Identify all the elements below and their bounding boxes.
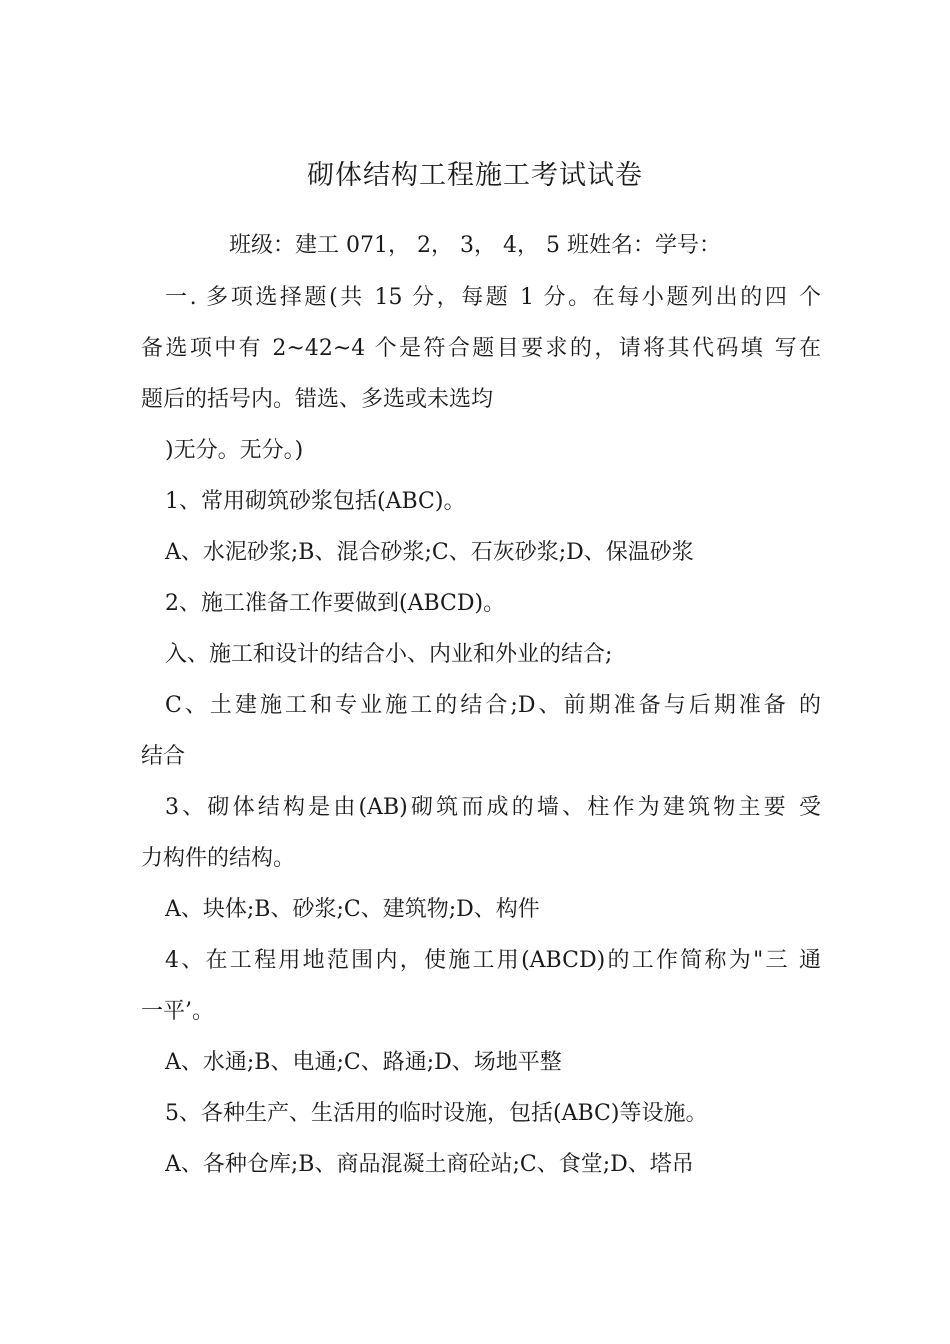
text-line: 结合 <box>141 744 186 769</box>
text-line: 2、施工准备工作要做到(ABCD)。 <box>165 591 506 616</box>
text-line: 一. 多项选择题(共 15 分，每题 1 分。在每小题列出的四 个 <box>165 285 821 310</box>
text-line: 3、砌体结构是由(AB)砌筑而成的墙、柱作为建筑物主要 受 <box>165 795 821 820</box>
exam-body <box>141 282 821 1200</box>
text-line: 入、施工和设计的结合小、内业和外业的结合; <box>165 642 613 667</box>
text-line: A、水通;B、电通;C、路通;D、场地平整 <box>165 1050 562 1075</box>
text-line: )无分。无分。) <box>165 438 304 463</box>
text-line: A、各种仓库;B、商品混凝土商砼站;C、食堂;D、塔吊 <box>165 1152 694 1177</box>
text-line: 力构件的结构。 <box>141 846 296 871</box>
text-line: 1、常用砌筑砂浆包括(ABC)。 <box>165 489 466 514</box>
text-line: 5、各种生产、生活用的临时设施，包括(ABC)等设施。 <box>165 1101 708 1126</box>
class-info-line: 班级：建工 071， 2， 3， 4， 5 班姓名：学号： <box>229 233 721 258</box>
text-line: A、块体;B、砂浆;C、建筑物;D、构件 <box>165 897 540 922</box>
text-line: 4、在工程用地范围内，使施工用(ABCD)的工作简称为"三 通 <box>165 948 821 973</box>
text-line: A、水泥砂浆;B、混合砂浆;C、石灰砂浆;D、保温砂浆 <box>165 540 694 565</box>
text-line: 备选项中有 2~42~4 个是符合题目要求的，请将其代码填 写在 <box>141 336 821 361</box>
text-line: 题后的括号内。错选、多选或未选均 <box>141 387 494 412</box>
text-line: 一平’。 <box>141 999 214 1024</box>
text-line: C、土建施工和专业施工的结合;D、前期准备与后期准备 的 <box>165 693 821 718</box>
page-title: 砌体结构工程施工考试试卷 <box>307 160 643 191</box>
